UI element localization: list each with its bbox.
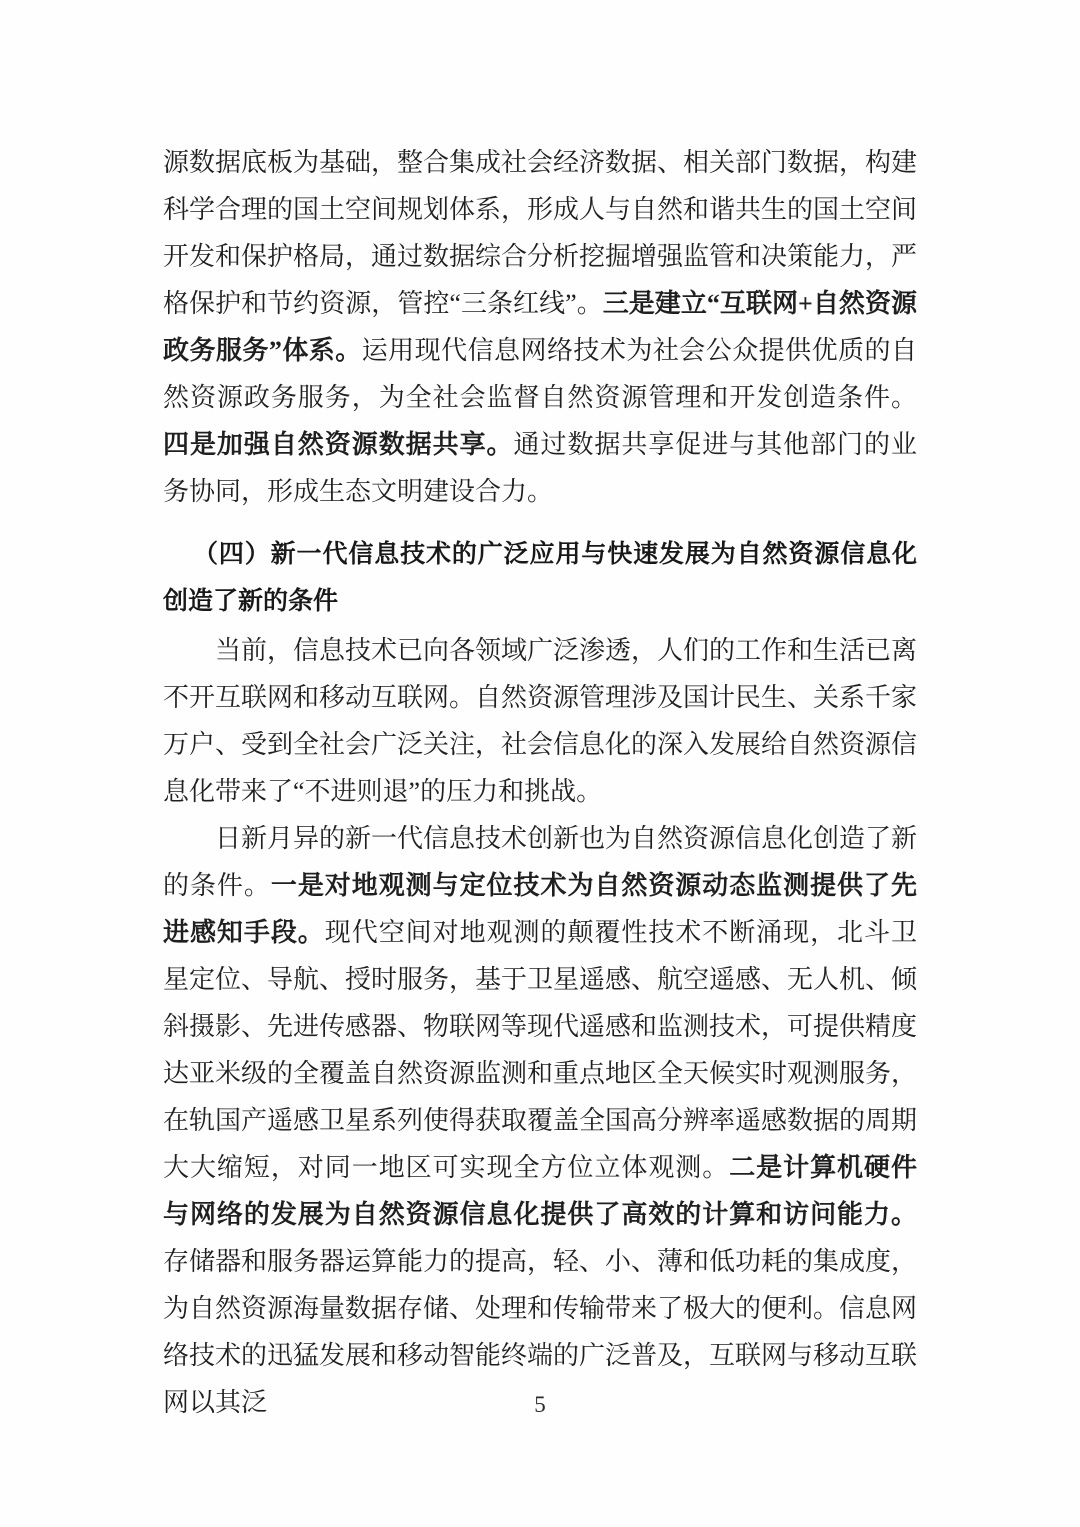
page-footer	[0, 1392, 1080, 1418]
body-paragraph	[163, 139, 917, 515]
emphasis-text-segment: （四）新一代信息技术的广泛应用与快速发展为自然资源信息化创造了新的条件	[163, 540, 917, 615]
body-paragraph	[163, 627, 917, 815]
text-segment: 现代空间对地观测的颠覆性技术不断涌现，北斗卫星定位、导航、授时服务，基于卫星遥感、航空遥感、无人机、倾斜摄影、先进传感器、物联网等现代遥感和监测技术，可提供精度达亚米级的全覆盖自然资源监测和重点地区全天候实时观测服务，在轨国产遥感卫星系列使得获取覆盖全国高分辨率遥感数据的周期大大缩短，对同一地区可实现全方位立体观测。	[163, 918, 918, 1182]
text-segment: 源数据底板为基础，整合集成社会经济数据、相关部门数据，构建科学合理的国土空间规划体系，形成人与自然和谐共生的国土空间开发和保护格局，通过数据综合分析挖掘增强监管和决策能力，严格保护和节约资源，管控“三条红线”。	[163, 148, 918, 318]
text-segment: 日新月异的新一代信息技术创新也为自然资源信息化创造了新的条件。	[163, 824, 918, 900]
document-text-block	[163, 139, 917, 1426]
text-segment: 运用现代信息网络技术为社会公众提供优质的自然资源政务服务，为全社会监督自然资源管理和开发创造条件。	[163, 336, 917, 412]
page-number: 5	[534, 1392, 546, 1417]
emphasis-text-segment: 二是计算机硬件与网络的发展为自然资源信息化提供了高效的计算和访问能力。	[163, 1153, 917, 1229]
section-heading	[163, 531, 917, 625]
text-segment: 当前，信息技术已向各领域广泛渗透，人们的工作和生活已离不开互联网和移动互联网。自然资源管理涉及国计民生、关系千家万户、受到全社会广泛关注，社会信息化的深入发展给自然资源信息化带来了“不进则退”的压力和挑战。	[163, 636, 918, 806]
body-paragraph	[163, 815, 917, 1426]
emphasis-text-segment: 四是加强自然资源数据共享。	[163, 430, 514, 459]
text-segment: 通过数据共享促进与其他部门的业务协同，形成生态文明建设合力。	[163, 430, 917, 506]
text-segment: 存储器和服务器运算能力的提高，轻、小、薄和低功耗的集成度，为自然资源海量数据存储、处理和传输带来了极大的便利。信息网络技术的迅猛发展和移动智能终端的广泛普及，互联网与移动互联网以其泛	[163, 1247, 918, 1417]
emphasis-text-segment: 一是对地观测与定位技术为自然资源动态监测提供了先进感知手段。	[163, 871, 917, 947]
emphasis-text-segment: 三是建立“互联网+自然资源政务服务”体系。	[163, 289, 917, 365]
